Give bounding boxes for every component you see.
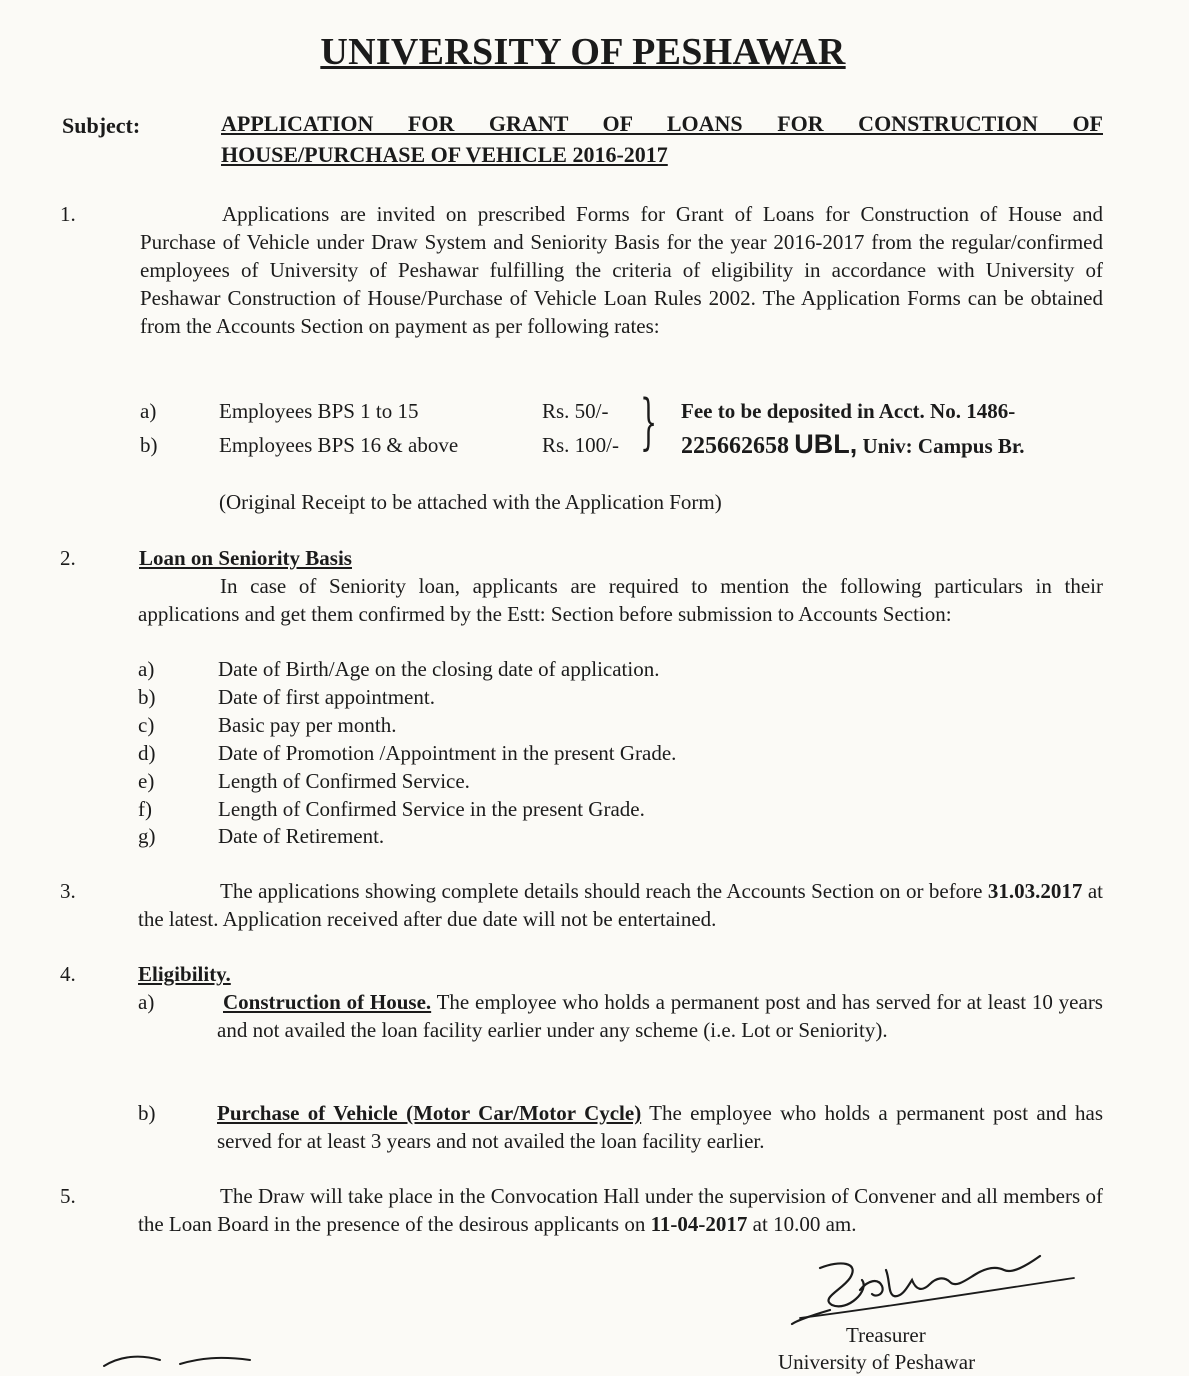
seniority-item-g: Date of Retirement. xyxy=(218,824,385,848)
para-2-number: 2. xyxy=(60,546,76,570)
seniority-item-f: Length of Confirmed Service in the present Grade. xyxy=(218,797,645,821)
deposit-line-1: Fee to be deposited in Acct. No. 1486- xyxy=(681,399,1016,423)
document-title: UNIVERSITY OF PESHAWAR xyxy=(320,31,846,73)
eligibility-b-letter: b) xyxy=(138,1101,156,1125)
eligibility-a-heading: Construction of House. xyxy=(223,990,432,1014)
deposit-bank: UBL, xyxy=(794,429,858,459)
seniority-item-f-letter: f) xyxy=(138,797,152,821)
seniority-item-a-letter: a) xyxy=(138,657,155,681)
seniority-item-e-letter: e) xyxy=(138,769,155,793)
signature-scribble xyxy=(790,1250,1080,1330)
brace-icon: } xyxy=(640,387,658,457)
seniority-item-g-letter: g) xyxy=(138,824,156,848)
eligibility-b-heading: Purchase of Vehicle (Motor Car/Motor Cycle) xyxy=(217,1101,642,1125)
para-5-draw-date: 11-04-2017 xyxy=(650,1212,748,1236)
para-2-text: In case of Seniority loan, applicants are required to mention the following particulars in their applications and get them confirmed by the Estt: Section before submission to Accounts Section: xyxy=(138,574,1103,626)
para-3-text-after: at the latest. Application received after due date will not be entertained. xyxy=(138,879,1103,931)
bottom-handwriting-mark xyxy=(100,1352,300,1369)
deposit-branch: Univ: Campus Br. xyxy=(862,434,1025,458)
receipt-note: (Original Receipt to be attached with the Application Form) xyxy=(219,490,722,514)
seniority-item-d: Date of Promotion /Appointment in the present Grade. xyxy=(218,741,677,765)
para-3-deadline: 31.03.2017 xyxy=(987,879,1083,903)
para-5-text-before: The Draw will take place in the Convocation Hall under the supervision of Convener and all members of the Loan Board in the presence of the desirous applicants on xyxy=(138,1184,1103,1236)
rate-b-category: Employees BPS 16 & above xyxy=(219,433,459,457)
seniority-item-b-letter: b) xyxy=(138,685,156,709)
signatory-designation: Treasurer xyxy=(846,1323,926,1347)
eligibility-a-letter: a) xyxy=(138,990,155,1014)
seniority-item-e: Length of Confirmed Service. xyxy=(218,769,470,793)
deposit-line-2 xyxy=(681,430,1025,460)
subject-label: Subject: xyxy=(62,113,141,138)
rate-a-letter: a) xyxy=(140,399,157,423)
para-2-heading: Loan on Seniority Basis xyxy=(139,546,352,570)
para-1-text: Applications are invited on prescribed Forms for Grant of Loans for Construction of House and Purchase of Vehicle under Draw System and Seniority Basis for the year 2016-2017 from the regular/confirmed employees of University of Peshawar fulfilling the criteria of eligibility in accordance with University of Peshawar Construction of House/Purchase of Vehicle Loan Rules 2002. The Application Forms can be obtained from the Accounts Section on payment as per following rates: xyxy=(140,202,1103,338)
seniority-item-c-letter: c) xyxy=(138,713,155,737)
eligibility-a-text xyxy=(217,988,1103,1044)
para-5-text xyxy=(138,1182,1103,1238)
para-4-number: 4. xyxy=(60,962,76,986)
seniority-item-d-letter: d) xyxy=(138,741,156,765)
eligibility-b-text xyxy=(217,1099,1103,1155)
signatory-organization: University of Peshawar xyxy=(778,1350,976,1374)
subject-text: APPLICATION FOR GRANT OF LOANS FOR CONSTRUCTION OF HOUSE/PURCHASE OF VEHICLE 2016-2017 xyxy=(221,111,1103,167)
para-4-heading: Eligibility. xyxy=(138,962,231,986)
para-3-text xyxy=(138,877,1103,933)
seniority-item-c: Basic pay per month. xyxy=(218,713,397,737)
para-3-text-before: The applications showing complete details should reach the Accounts Section on or before xyxy=(220,879,983,903)
rate-b-fee: Rs. 100/- xyxy=(542,433,620,457)
para-1-number: 1. xyxy=(60,202,76,226)
eligibility-b-body: The employee who holds a permanent post and has served for at least 3 years and not availed the loan facility earlier. xyxy=(217,1101,1103,1153)
eligibility-a-body: The employee who holds a permanent post and has served for at least 10 years and not availed the loan facility earlier under any scheme (i.e. Lot or Seniority). xyxy=(217,990,1103,1042)
seniority-item-a: Date of Birth/Age on the closing date of application. xyxy=(218,657,660,681)
rate-a-category: Employees BPS 1 to 15 xyxy=(219,399,419,423)
para-5-text-after: at 10.00 am. xyxy=(752,1212,857,1236)
para-3-number: 3. xyxy=(60,879,76,903)
rate-a-fee: Rs. 50/- xyxy=(542,399,609,423)
para-5-number: 5. xyxy=(60,1184,76,1208)
deposit-account: 225662658 xyxy=(681,433,789,459)
seniority-item-b: Date of first appointment. xyxy=(218,685,435,709)
rate-b-letter: b) xyxy=(140,433,158,457)
